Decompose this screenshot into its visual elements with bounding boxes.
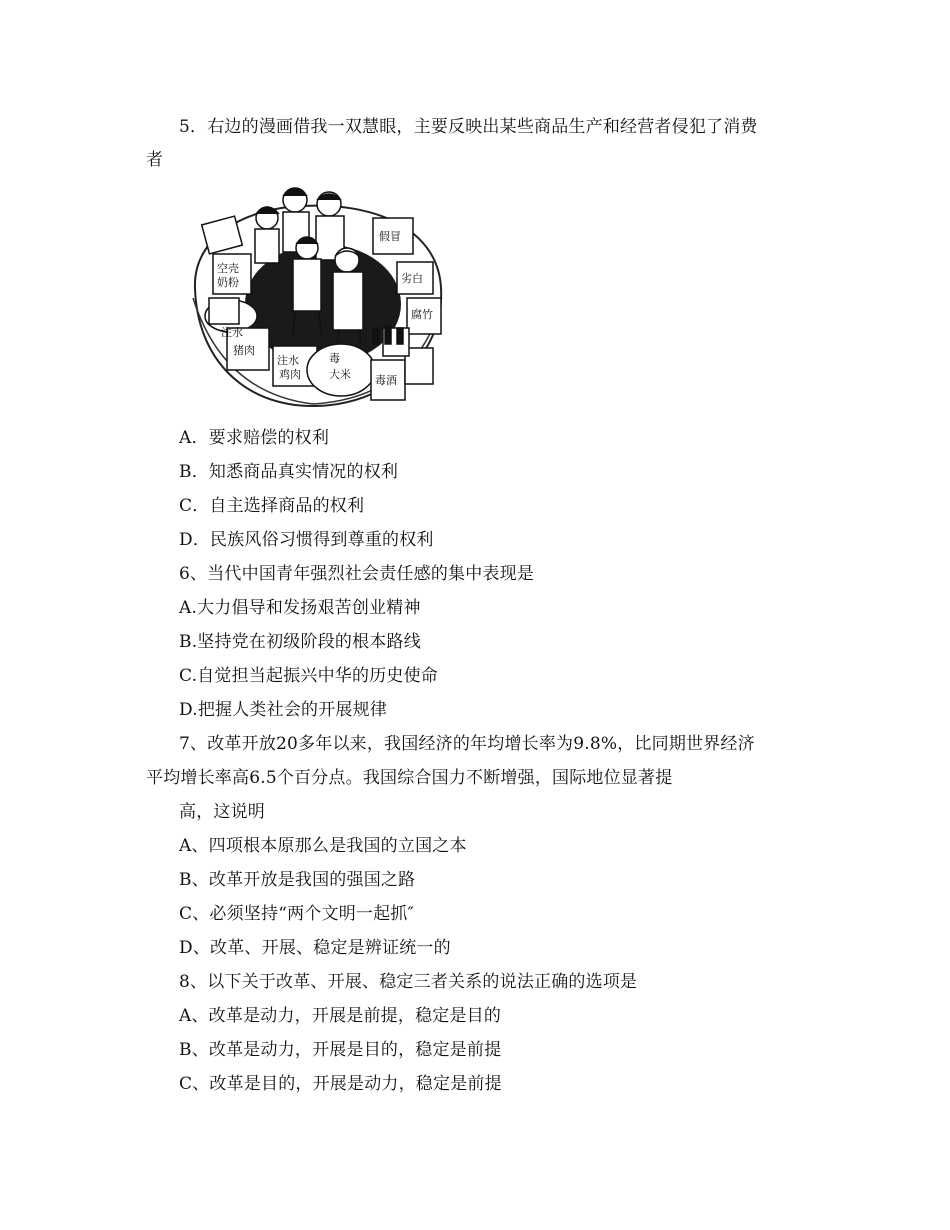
question-7-option-d: D、改革、开展、稳定是辨证统一的	[179, 938, 451, 958]
question-6-option-b: B.坚持党在初级阶段的根本路线	[179, 632, 421, 652]
question-5-option-c: C．自主选择商品的权利	[179, 496, 365, 516]
cartoon-label-wine: 毒酒	[375, 374, 397, 387]
cartoon-label-chicken-2: 鸡肉	[279, 368, 301, 381]
question-6-stem: 6、当代中国青年强烈社会责任感的集中表现是	[179, 564, 535, 584]
question-6-option-c: C.自觉担当起振兴中华的历史使命	[179, 666, 439, 686]
question-5-option-a: A．要求赔偿的权利	[179, 428, 330, 448]
question-5-option-d: D．民族风俗习惯得到尊重的权利	[179, 530, 434, 550]
question-7-stem-line-2: 平均增长率高6.5个百分点。我国综合国力不断增强，国际地位显著提	[146, 768, 673, 788]
cartoon-label-poison: 毒	[329, 352, 340, 365]
question-7-option-b: B、改革开放是我国的强国之路	[179, 870, 416, 890]
question-5-stem-line-2: 者	[146, 150, 164, 170]
question-7-option-a: A、四项根本原那么是我国的立国之本	[179, 836, 467, 856]
question-8-option-a: A、改革是动力，开展是前提，稳定是目的	[179, 1006, 502, 1026]
question-8-option-c: C、改革是目的，开展是动力，稳定是前提	[179, 1074, 502, 1094]
cartoon-label-fake: 假冒	[379, 230, 401, 243]
cartoon-label-bamboo: 劣白	[401, 272, 423, 285]
cartoon-label-bamboo-2: 腐竹	[411, 308, 433, 321]
question-5-option-b: B．知悉商品真实情况的权利	[179, 462, 399, 482]
cartoon-label-milk-2: 奶粉	[217, 276, 239, 289]
consumer-rights-cartoon	[183, 178, 453, 414]
cartoon-label-rice: 大米	[329, 368, 351, 381]
question-5-stem-line-1: 5．右边的漫画借我一双慧眼，主要反映出某些商品生产和经营者侵犯了消费	[179, 117, 758, 137]
question-8-option-b: B、改革是动力，开展是目的，稳定是前提	[179, 1040, 502, 1060]
question-7-stem-line-1: 7、改革开放20多年以来，我国经济的年均增长率为9.8%，比同期世界经济	[179, 734, 755, 754]
cartoon-label-milk: 空壳	[217, 262, 239, 275]
cartoon-label-water: 注水	[221, 326, 243, 339]
question-6-option-a: A.大力倡导和发扬艰苦创业精神	[179, 598, 421, 618]
question-7-stem-line-3: 高，这说明	[179, 802, 265, 822]
question-8-stem: 8、以下关于改革、开展、稳定三者关系的说法正确的选项是	[179, 972, 638, 992]
cartoon-label-chicken-1: 注水	[277, 354, 299, 367]
question-7-option-c: C、必须坚持“两个文明一起抓″	[179, 904, 415, 924]
question-6-option-d: D.把握人类社会的开展规律	[179, 700, 388, 720]
cartoon-label-pork: 猪肉	[233, 344, 255, 357]
